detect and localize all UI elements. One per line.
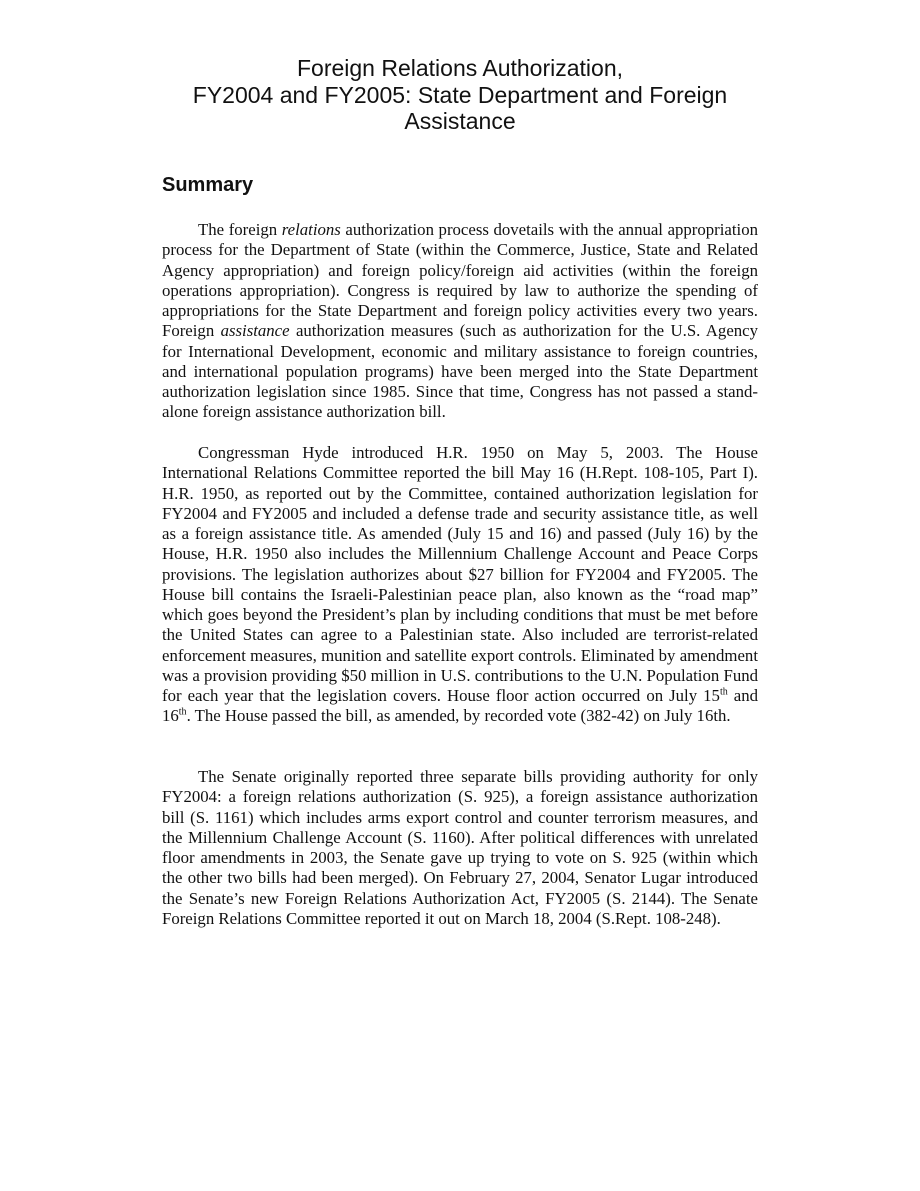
paragraph-1-emphasis-assistance: assistance — [220, 321, 290, 341]
paragraph-3-text: The Senate originally reported three separate bills providing authority for only FY2004: a foreign relations authorization (S. 925), a foreign assistance authorization bill (S. 1161) which includes arms export control and counter terrorism measures, and the Millennium Challenge Account (S. 1160). After political differences with unrelated floor amendments in 2003, the Senate gave up trying to vote on S. 925 (within which the other two bills had been merged). On February 27, 2004, Senator Lugar introduced the Senate’s new Foreign Relations Authorization Act, FY2005 (S. 2144). The Senate Foreign Relations Committee reported it out on March 18, 2004 (S.Rept. 108-248). — [162, 767, 758, 928]
title-line-2: FY2004 and FY2005: State Department and Foreign — [192, 81, 728, 108]
paragraph-1 — [162, 220, 758, 423]
title-line-3: Assistance — [404, 108, 516, 134]
paragraph-1-emphasis-relations: relations — [281, 220, 341, 239]
paragraph-2 — [162, 443, 758, 727]
paragraph-1-text-1: The foreign — [198, 220, 282, 239]
ordinal-superscript: th — [719, 686, 728, 698]
paragraph-1-text-2: authorization process dovetails with the annual appropriation process for the Department of State (within the Commerce, Justice, State and Related Agency appropriation) and foreign policy/foreign aid activities (within the foreign operations appropriation). Congress is required by law to authorize the spending of appropriations for the State Department and foreign policy activities every two years. Foreign — [162, 220, 758, 341]
paragraph-2-text-1: Congressman Hyde introduced H.R. 1950 on May 5, 2003. The House International Relations Committee reported the bill May 16 (H.Rept. 108-105, Part I). H.R. 1950, as reported out by the Committee, contained authorization legislation for FY2004 and FY2005 and included a defense trade and security assistance title, as well as a foreign assistance title. As amended (July 15 and 16) and passed (July 16) by the House, H.R. 1950 also includes the Millennium Challenge Account and Peace Corps provisions. The legislation authorizes about $27 billion for FY2004 and FY2005. The House bill contains the Israeli-Palestinian peace plan, also known as the “road map” which goes beyond the President’s plan by including conditions that must be met before the United States can agree to a Palestinian state. Also included are terrorist-related enforcement measures, munition and satellite export controls. Eliminated by amendment was a provision providing $50 million in U.S. contributions to the U.N. Population Fund for each year that the legislation covers. House floor action occurred on July 15 — [162, 443, 758, 705]
title-line-1: Foreign Relations Authorization, — [296, 55, 624, 81]
paragraph-2-text-2: and 16 — [162, 686, 758, 726]
summary-heading: Summary — [162, 174, 254, 196]
paragraph-1-text-3: authorization measures (such as authorization for the U.S. Agency for International Development, economic and military assistance to foreign countries, and international population programs) have been merged into the State Department authorization legislation since 1985. Since that time, Congress has not passed a stand-alone foreign assistance authorization bill. — [162, 321, 758, 422]
paragraph-2-text-3: . The House passed the bill, as amended, by recorded vote (382-42) on July 16th. — [186, 706, 731, 726]
document-title — [150, 55, 770, 135]
paragraph-3 — [162, 767, 758, 929]
ordinal-superscript: th — [178, 706, 187, 718]
